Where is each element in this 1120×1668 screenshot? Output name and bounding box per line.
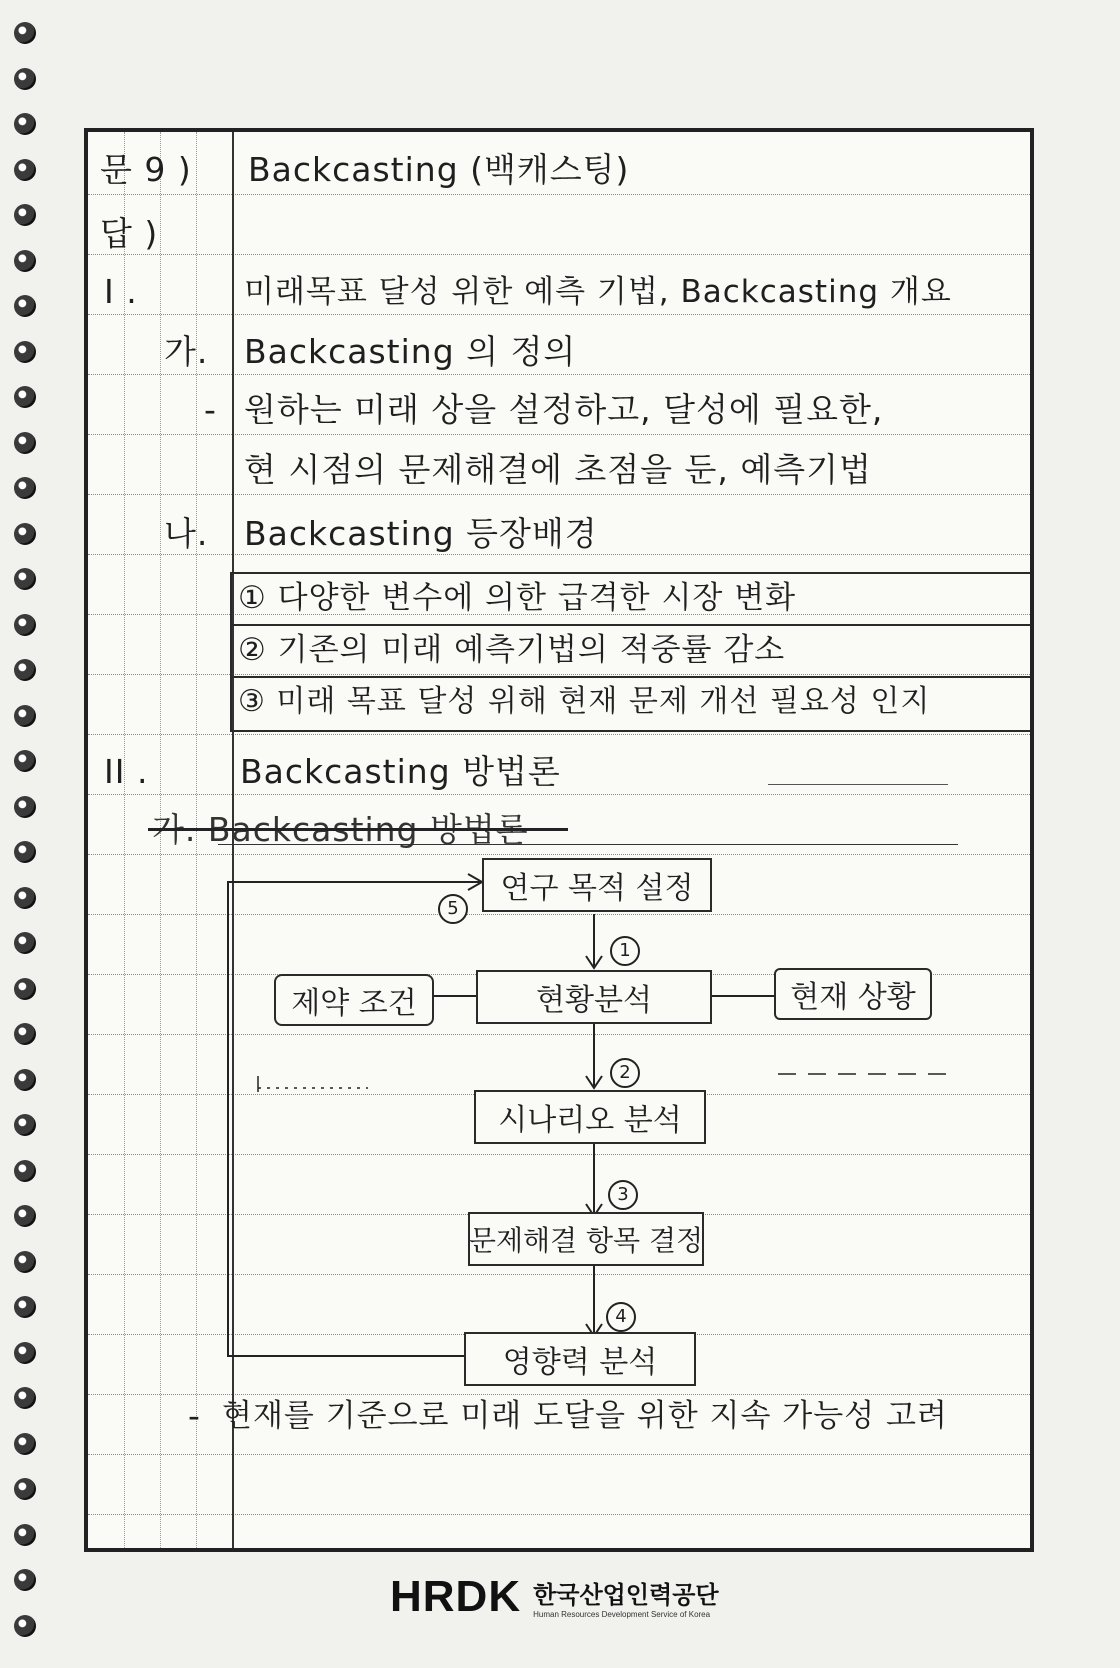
background-item-1: ① 다양한 변수에 의한 급격한 시장 변화 [238,580,797,616]
answer-sheet [84,128,1034,1552]
spiral-ring [14,1387,36,1409]
spiral-ring [14,796,36,818]
subsection-na-number: 나. [164,514,209,553]
step-marker-1: 1 [610,936,640,966]
definition-line-2: 현 시점의 문제해결에 초점을 둔, 예측기법 [244,450,872,489]
spiral-ring [14,250,36,272]
spiral-ring [14,1160,36,1182]
spiral-ring [14,159,36,181]
spiral-ring [14,1342,36,1364]
flow-side-current-state: 현재 상황 [774,968,932,1020]
spiral-ring [14,1205,36,1227]
logo-mark: HRDK [390,1572,522,1621]
question-title: Backcasting (백캐스팅) [248,150,630,189]
spiral-ring [14,1615,36,1637]
spiral-ring [14,1569,36,1591]
spiral-ring [14,341,36,363]
spiral-ring [14,386,36,408]
spiral-ring [14,295,36,317]
spiral-ring [14,750,36,772]
spiral-ring [14,113,36,135]
spiral-ring [14,1296,36,1318]
definition-dash: - [204,390,217,429]
spiral-ring [14,705,36,727]
hrdk-logo [390,1572,719,1622]
spiral-ring [14,841,36,863]
step-marker-3: 3 [608,1180,638,1210]
spiral-ring [14,659,36,681]
logo-english-name: Human Resources Development Service of Korea [533,1610,711,1619]
spiral-binding [8,8,48,1648]
spiral-ring [14,614,36,636]
flow-node-current-analysis: 현황분석 [476,970,712,1024]
spiral-ring [14,887,36,909]
section-1-number: I . [104,272,138,311]
question-label: 문 9 ) [100,150,192,189]
spiral-ring [14,68,36,90]
conclusion-text: 현재를 기준으로 미래 도달을 위한 지속 가능성 고려 [222,1398,948,1434]
spiral-ring [14,523,36,545]
background-item-3: ③ 미래 목표 달성 위해 현재 문제 개선 필요성 인지 [238,684,931,719]
subsection-ga-number: 가. [164,332,209,371]
definition-line-1: 원하는 미래 상을 설정하고, 달성에 필요한, [244,390,884,429]
section-1-title: 미래목표 달성 위한 예측 기법, Backcasting 개요 [244,274,952,310]
step-marker-4: 4 [606,1302,636,1332]
spiral-ring [14,978,36,1000]
flow-node-problem-items: 문제해결 항목 결정 [468,1212,704,1266]
flow-node-scenario-analysis: 시나리오 분석 [474,1090,706,1144]
flow-node-research-goal: 연구 목적 설정 [482,858,712,912]
spiral-ring [14,1251,36,1273]
spiral-ring [14,477,36,499]
spiral-ring [14,204,36,226]
struck-subsection: 가. Backcasting 방법론 [152,810,529,849]
section-2-title: Backcasting 방법론 [240,752,561,791]
spiral-ring [14,1023,36,1045]
spiral-ring [14,432,36,454]
spiral-ring [14,932,36,954]
spiral-ring [14,1524,36,1546]
spiral-ring [14,1114,36,1136]
subsection-na-title: Backcasting 등장배경 [244,514,598,553]
step-marker-2: 2 [610,1058,640,1088]
spiral-ring [14,1433,36,1455]
spiral-ring [14,1478,36,1500]
spiral-ring [14,1069,36,1091]
subsection-ga-title: Backcasting 의 정의 [244,332,577,371]
conclusion-dash: - [188,1396,201,1435]
background-item-2: ② 기존의 미래 예측기법의 적중률 감소 [238,632,786,668]
spiral-ring [14,568,36,590]
answer-label: 답 ) [100,214,159,253]
step-marker-5: 5 [438,894,468,924]
flow-node-impact-analysis: 영향력 분석 [464,1332,696,1386]
section-2-number: II . [104,752,149,791]
flow-side-constraints: 제약 조건 [274,974,434,1026]
spiral-ring [14,22,36,44]
logo-korean-name: 한국산업인력공단 [533,1581,719,1609]
